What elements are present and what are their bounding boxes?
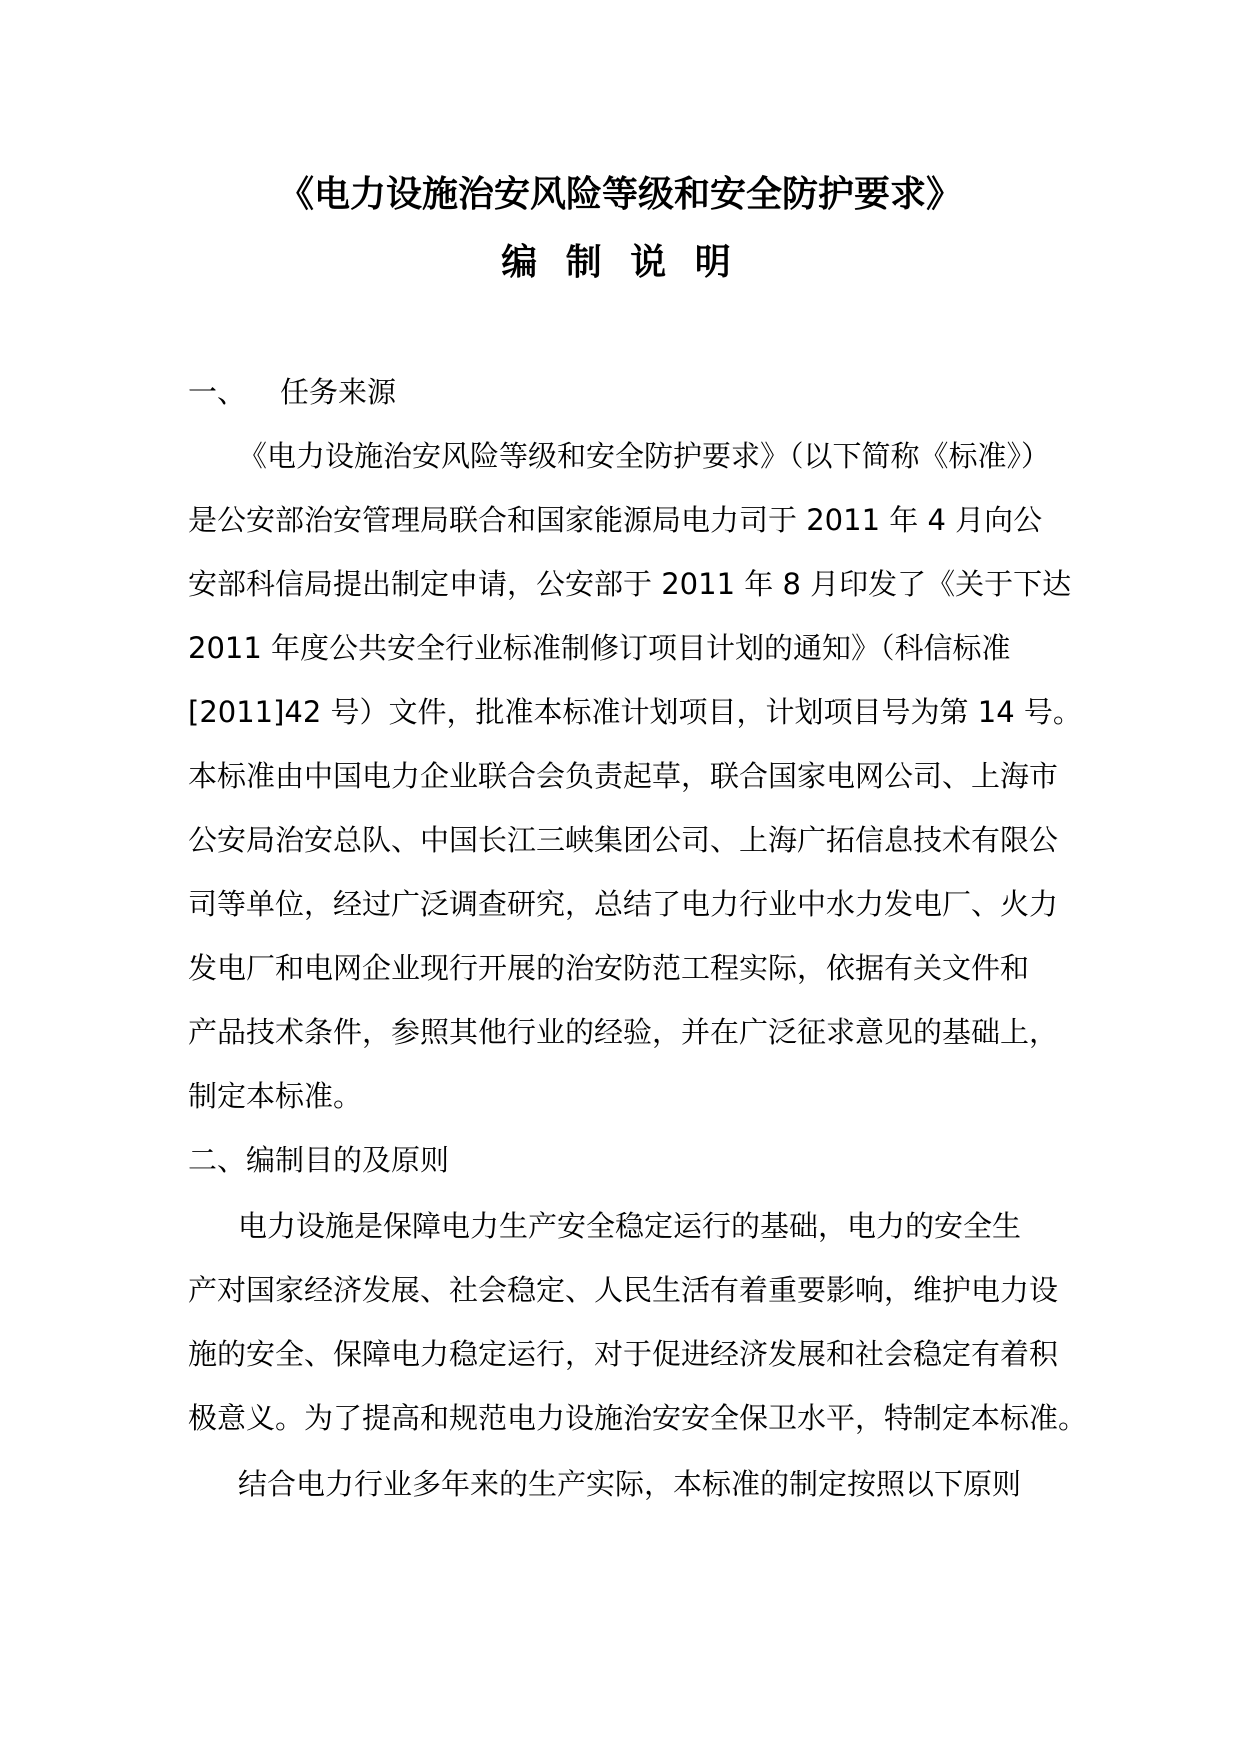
document-title: 《电力设施治安风险等级和安全防护要求》 (277, 174, 962, 215)
section-1-title: 任务来源 (280, 375, 397, 409)
section-1-line: 是公安部治安管理局联合和国家能源局电力司于 2011 年 4 月向公 (188, 503, 1043, 537)
section-1-line: 司等单位，经过广泛调查研究，总结了电力行业中水力发电厂、火力 (188, 887, 1059, 921)
section-2-line: 结合电力行业多年来的生产实际，本标准的制定按照以下原则 (238, 1467, 1022, 1501)
section-1-line: 本标准由中国电力企业联合会负责起草，联合国家电网公司、上海市 (188, 759, 1059, 793)
section-1-line: 2011 年度公共安全行业标准制修订项目计划的通知》（科信标准 (188, 631, 1011, 665)
section-1-line: [2011]42 号）文件，批准本标准计划项目，计划项目号为第 14 号。 (188, 695, 1082, 729)
section-2-line: 极意义。为了提高和规范电力设施治安安全保卫水平，特制定本标准。 (188, 1401, 1088, 1435)
section-2-line: 产对国家经济发展、社会稳定、人民生活有着重要影响，维护电力设 (188, 1273, 1059, 1307)
section-2-heading: 二、编制目的及原则 (188, 1143, 450, 1177)
section-2-line: 电力设施是保障电力生产安全稳定运行的基础，电力的安全生 (238, 1209, 1022, 1243)
section-1-heading (188, 372, 396, 412)
section-1-line: 公安局治安总队、中国长江三峡集团公司、上海广拓信息技术有限公 (188, 823, 1059, 857)
section-1-line: 安部科信局提出制定申请，公安部于 2011 年 8 月印发了《关于下达 (188, 567, 1072, 601)
section-1-line: 制定本标准。 (188, 1079, 363, 1113)
section-1-number: 一、 (188, 375, 247, 409)
section-1-line: 《电力设施治安风险等级和安全防护要求》（以下简称《标准》） (238, 439, 1051, 473)
document-subtitle: 编 制 说 明 (501, 242, 739, 283)
section-1-line: 发电厂和电网企业现行开展的治安防范工程实际，依据有关文件和 (188, 951, 1030, 985)
section-1-line: 产品技术条件，参照其他行业的经验，并在广泛征求意见的基础上， (188, 1015, 1059, 1049)
section-2-line: 施的安全、保障电力稳定运行，对于促进经济发展和社会稳定有着积 (188, 1337, 1059, 1371)
